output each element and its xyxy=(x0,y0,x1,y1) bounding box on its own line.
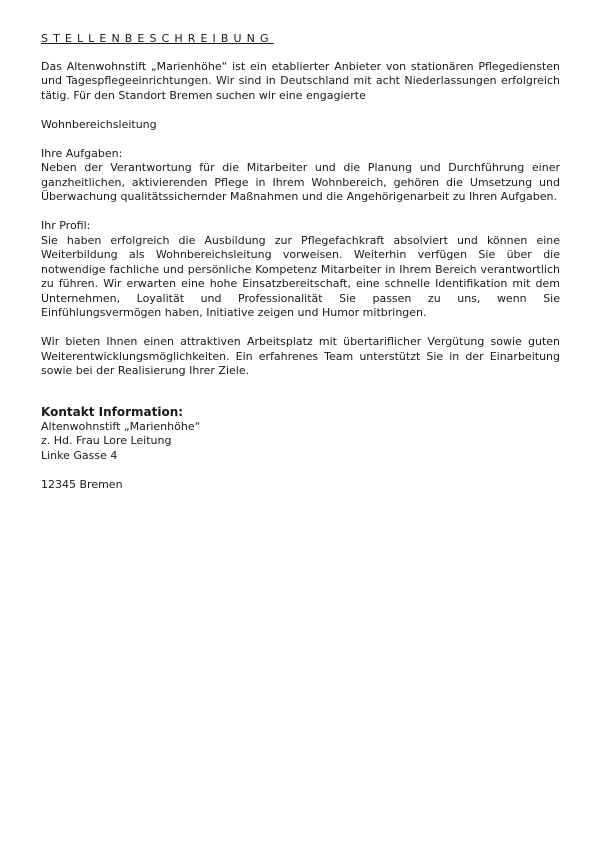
contact-heading: Kontakt Information: xyxy=(41,404,184,419)
profile-heading: Ihr Profil: xyxy=(41,219,91,232)
spacer xyxy=(41,321,560,336)
spacer xyxy=(41,132,560,147)
offer-paragraph: Wir bieten Ihnen einen attraktiven Arbeitsplatz mit übertariflicher Vergütung sowie guten Weiterentwicklungsmöglichkeiten. Ein erfahrenes Team unterstützt Sie in der Einarbeitung sowie bei der Realisierung Ihrer Ziele. xyxy=(41,335,560,377)
spacer xyxy=(41,379,560,405)
contact-attention: z. Hd. Frau Lore Leitung xyxy=(41,434,172,447)
spacer xyxy=(41,463,560,478)
spacer xyxy=(41,205,560,220)
profile-paragraph: Sie haben erfolgreich die Ausbildung zur Pflegefachkraft absolviert und können eine Weiterbildung als Wohnbereichsleitung vorweisen. Weiterhin verfügen Sie über die notwendige fachliche und persönliche Kompetenz Mitarbeiter in Ihrem Bereich verantwortlich zu führen. Wir erwarten eine hohe Einsatzbereitschaft, eine schnelle Identifikation mit dem Unternehmen, Loyalität und Professionalität Sie passen zu uns, wenn Sie Einfühlungsvermögen haben, Initiative zeigen und Humor mitbringen. xyxy=(41,233,560,319)
intro-paragraph: Das Altenwohnstift „Marienhöhe“ ist ein etablierter Anbieter von stationären Pflegediensten und Tagespflegeeinrichtungen. Wir sind in Deutschland mit acht Niederlassungen erfolgreich tätig. Für den Standort Bremen suchen wir eine engagierte xyxy=(41,59,560,102)
contact-city: 12345 Bremen xyxy=(41,477,123,491)
contact-street: Linke Gasse 4 xyxy=(41,448,118,462)
tasks-paragraph: Neben der Verantwortung für die Mitarbeiter und die Planung und Durchführung einer ganzheitlichen, aktivierenden Pflege in Ihrem Wohnbereich, gehören die Umsetzung und Überwachung qualitätssichernder Maßnahmen und die Angehörigenarbeit zu Ihren Aufgaben. xyxy=(41,161,560,203)
document-page xyxy=(41,32,560,492)
spacer xyxy=(41,103,560,118)
contact-organization: Altenwohnstift „Marienhöhe“ xyxy=(41,419,201,433)
document-title: STELLENBESCHREIBUNG xyxy=(41,32,274,45)
tasks-heading: Ihre Aufgaben: xyxy=(41,146,123,160)
position-title: Wohnbereichsleitung xyxy=(41,117,157,131)
contact-block xyxy=(41,405,560,493)
